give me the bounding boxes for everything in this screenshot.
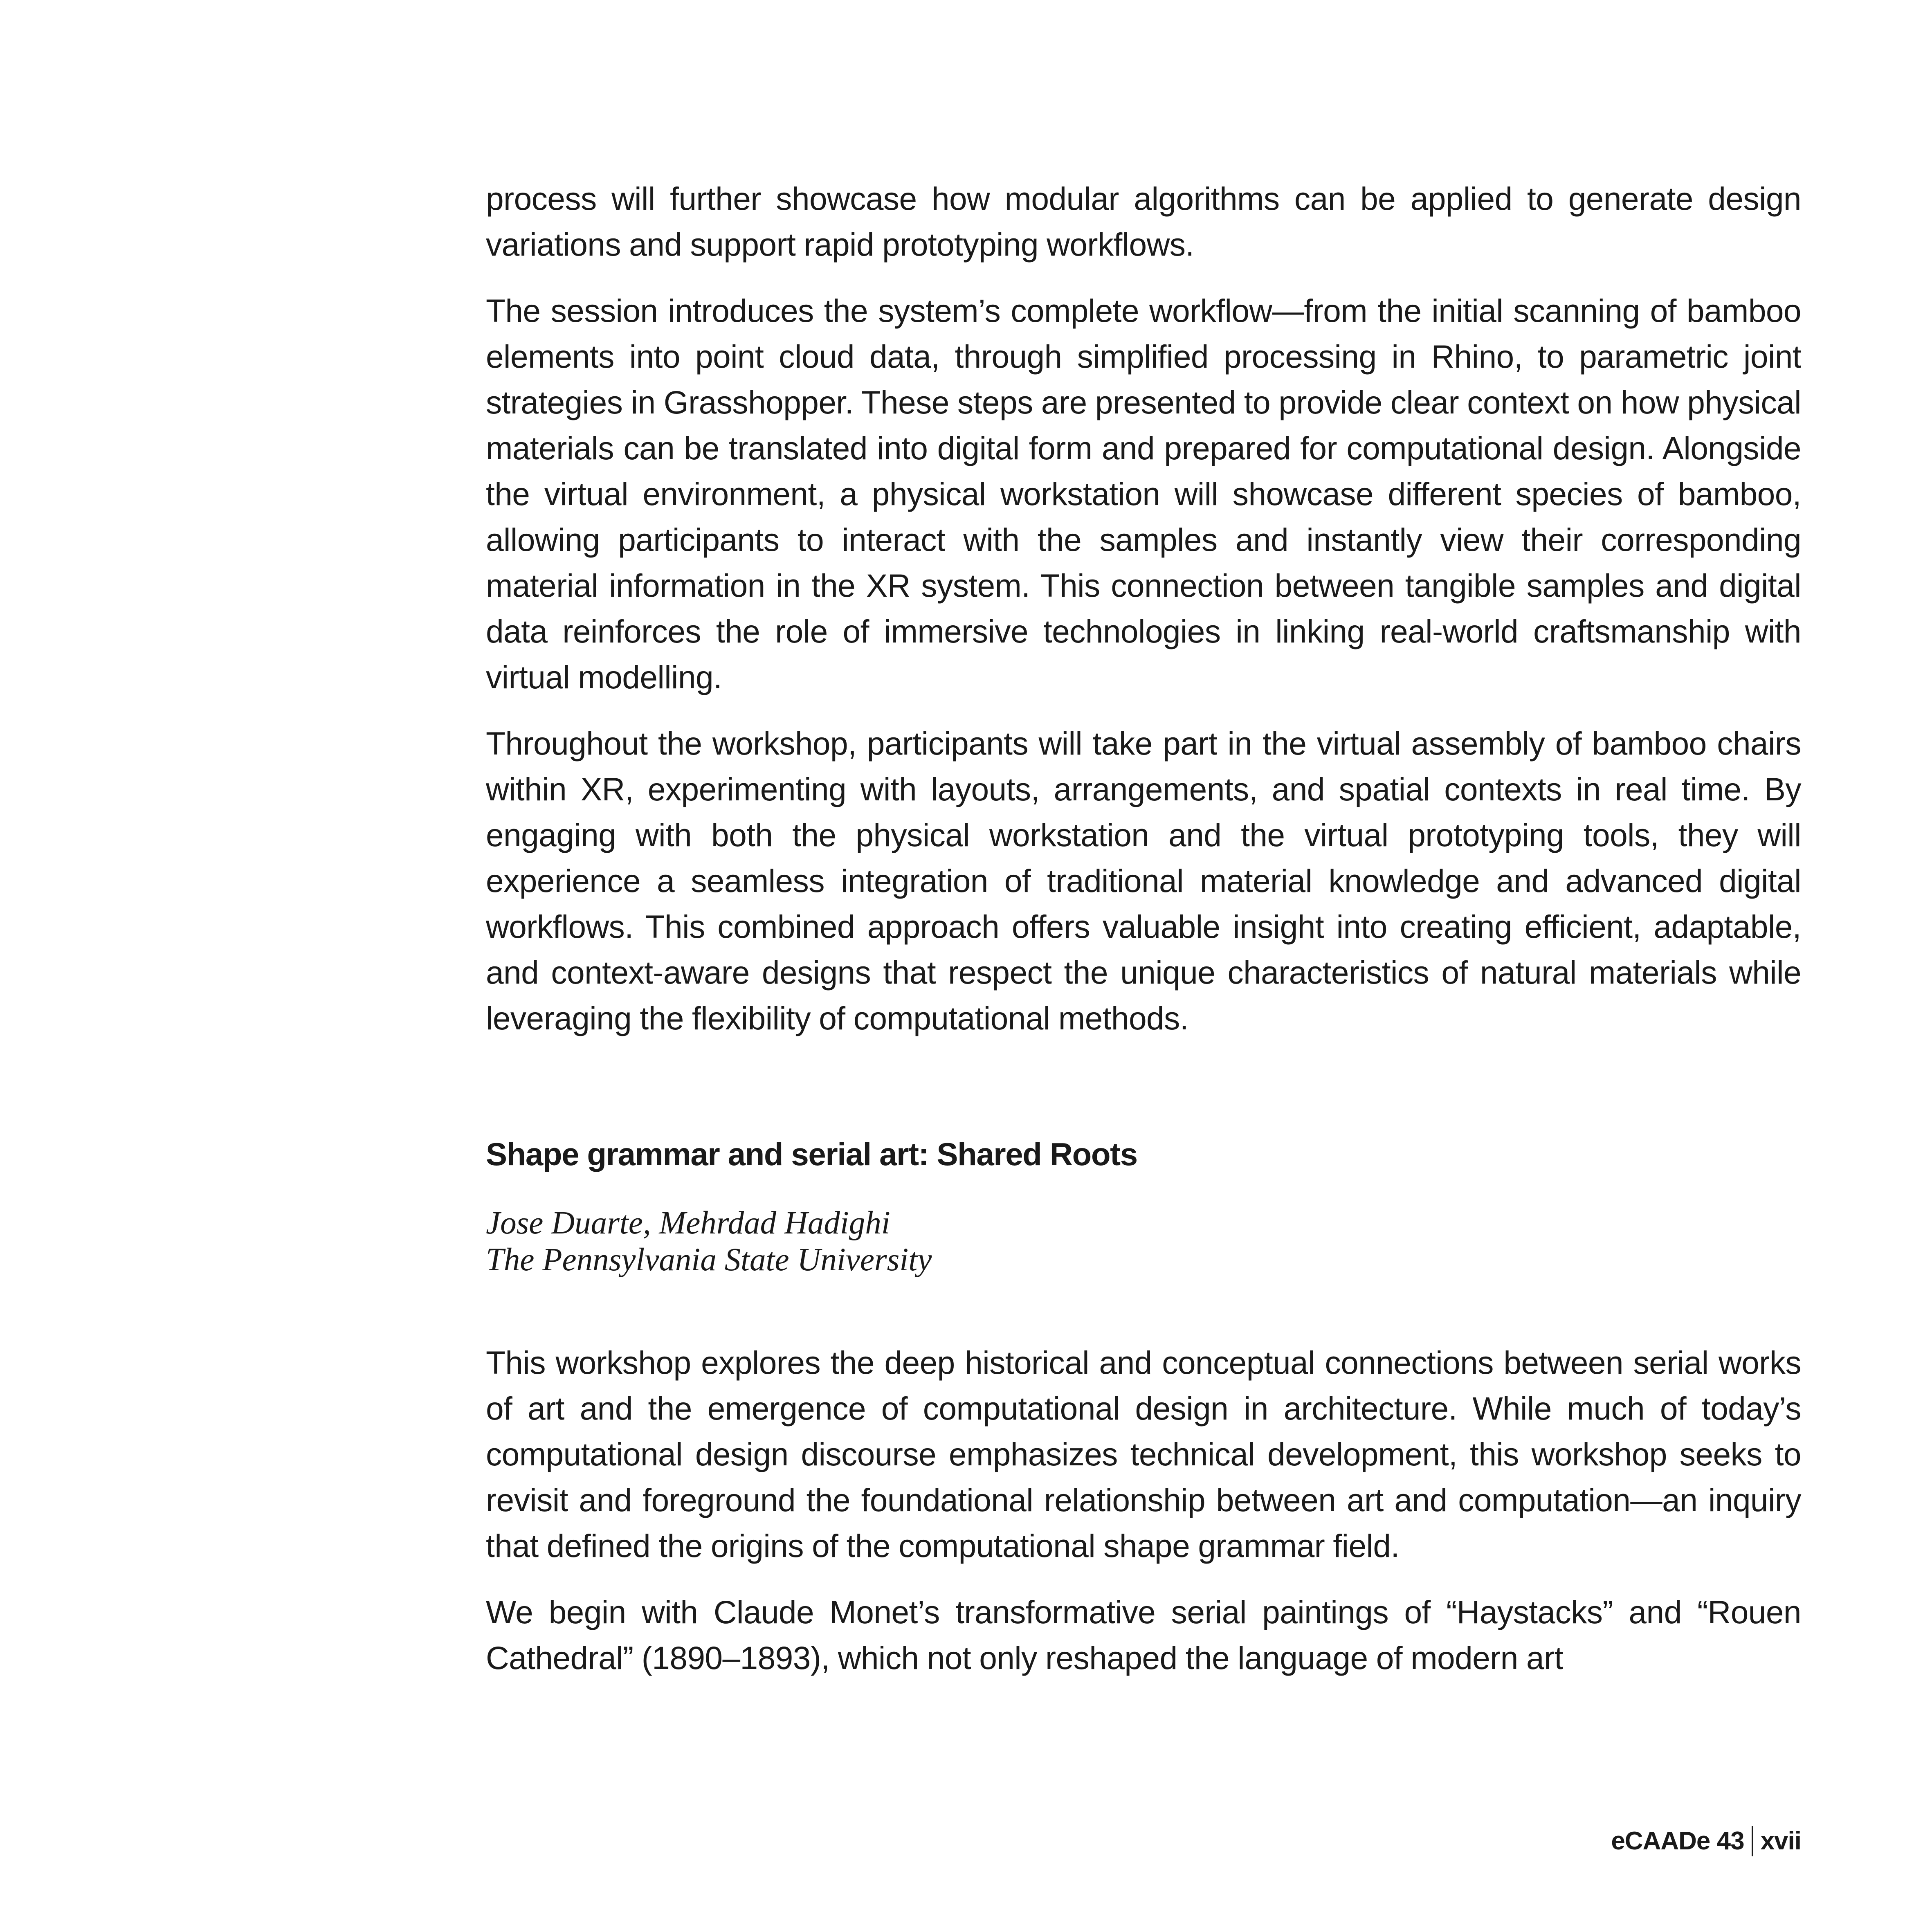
paragraph-continuation: process will further showcase how modular algorithms can be applied to generate design variations and support rapid prototyping workflows. [486, 181, 1801, 263]
section-heading: Shape grammar and serial art: Shared Roots [486, 1136, 1137, 1172]
page-footer [1611, 1825, 1801, 1858]
page-content [486, 176, 1801, 1681]
author-affiliation: The Pennsylvania State University [486, 1242, 932, 1278]
footer-page-number: xvii [1760, 1827, 1801, 1855]
footer-separator [1752, 1826, 1753, 1856]
paragraph-workshop: Throughout the workshop, participants will take part in the virtual assembly of bamboo chairs within XR, experimenting with layouts, arrangements, and spatial contexts in real time. By engaging with both the physical workstation and the virtual prototyping tools, they will experience a seamless integration of traditional material knowledge and advanced digital workflows. This combined approach offers valuable insight into creating efficient, adaptable, and context-aware designs that respect the unique characteristics of natural materials while leveraging the flexibility of computational methods. [486, 726, 1801, 1036]
paragraph-workflow: The session introduces the system’s complete workflow—from the initial scanning of bamboo elements into point cloud data, through simplified processing in Rhino, to parametric joint strategies in Grasshopper. These steps are presented to provide clear context on how physical materials can be translated into digital form and prepared for computational design. Alongside the virtual environment, a physical workstation will showcase different species of bamboo, allowing participants to interact with the samples and instantly view their corresponding material information in the XR system. This connection between tangible samples and digital data reinforces the role of immersive technologies in linking real-world craftsmanship with virtual modelling. [486, 293, 1801, 695]
author-names: Jose Duarte, Mehrdad Hadighi [486, 1205, 890, 1241]
author-block [486, 1205, 1801, 1278]
paragraph-intro: This workshop explores the deep historical and conceptual connections between serial works of art and the emergence of computational design in architecture. While much of today’s computational design discourse emphasizes technical development, this workshop seeks to revisit and foreground the foundational relationship between art and computation—an inquiry that defined the origins of the computational shape grammar field. [486, 1345, 1801, 1564]
footer-conference: eCAADe 43 [1611, 1827, 1744, 1855]
paragraph-monet: We begin with Claude Monet’s transformative serial paintings of “Haystacks” and “Rouen Cathedral” (1890–1893), which not only reshaped the language of modern art [486, 1594, 1801, 1676]
